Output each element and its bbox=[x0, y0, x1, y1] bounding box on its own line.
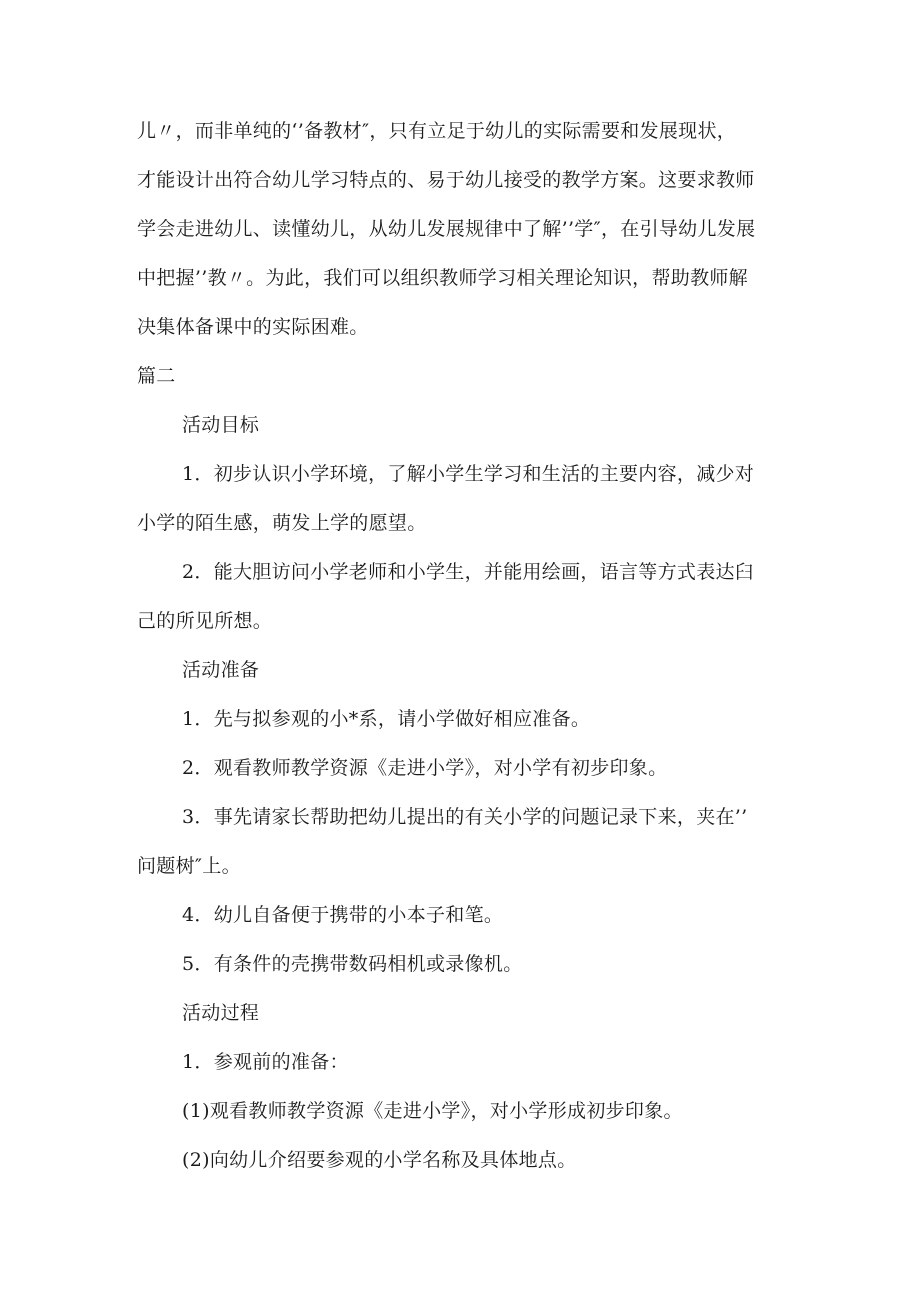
paragraph-line: 问题树″上。 bbox=[137, 855, 241, 877]
paragraph-line: 小学的陌生感，萌发上学的愿望。 bbox=[137, 512, 427, 534]
list-item: 1．参观前的准备： bbox=[182, 1051, 349, 1073]
list-item: 2．能大胆访问小学老师和小学生，并能用绘画，语言等方式表达臼 bbox=[182, 561, 755, 583]
list-item: 2．观看教师教学资源《走进小学》，对小学有初步印象。 bbox=[182, 757, 668, 779]
list-item: 1．先与拟参观的小*系，请小学做好相应准备。 bbox=[182, 708, 591, 730]
paragraph-line: 学会走进幼儿、读懂幼儿，从幼儿发展规律中了解’’学″，在引导幼儿发展 bbox=[137, 218, 756, 240]
list-item: 5．有条件的壳携带数码相机或录像机。 bbox=[182, 953, 523, 975]
paragraph-line: 己的所见所想。 bbox=[137, 610, 273, 632]
list-item: 3．事先请家长帮助把幼儿提出的有关小学的问题记录下来，夹在’’ bbox=[182, 806, 748, 828]
list-item: (2)向幼儿介绍要参观的小学名称及具体地点。 bbox=[182, 1149, 577, 1171]
paragraph-line: 中把握’’教〃。为此，我们可以组织教师学习相关理论知识，帮助教师解 bbox=[137, 267, 748, 289]
list-item: (1)观看教师教学资源《走进小学》，对小学形成初步印象。 bbox=[182, 1100, 683, 1122]
subsection-heading: 活动准备 bbox=[182, 659, 260, 681]
list-item: 4．幼儿自备便于携带的小本子和笔。 bbox=[182, 904, 504, 926]
paragraph-line: 才能设计出符合幼儿学习特点的、易于幼儿接受的教学方案。这要求教师 bbox=[137, 169, 755, 191]
list-item: 1．初步认识小学环境，了解小学生学习和生活的主要内容，减少对 bbox=[182, 463, 755, 485]
paragraph-line: 儿〃，而非单纯的‘’备教材″，只有立足于幼儿的实际需要和发展现状， bbox=[137, 120, 737, 142]
subsection-heading: 活动过程 bbox=[182, 1002, 260, 1024]
section-heading: 篇二 bbox=[137, 365, 176, 387]
paragraph-line: 决集体备课中的实际困难。 bbox=[137, 316, 369, 338]
subsection-heading: 活动目标 bbox=[182, 414, 260, 436]
